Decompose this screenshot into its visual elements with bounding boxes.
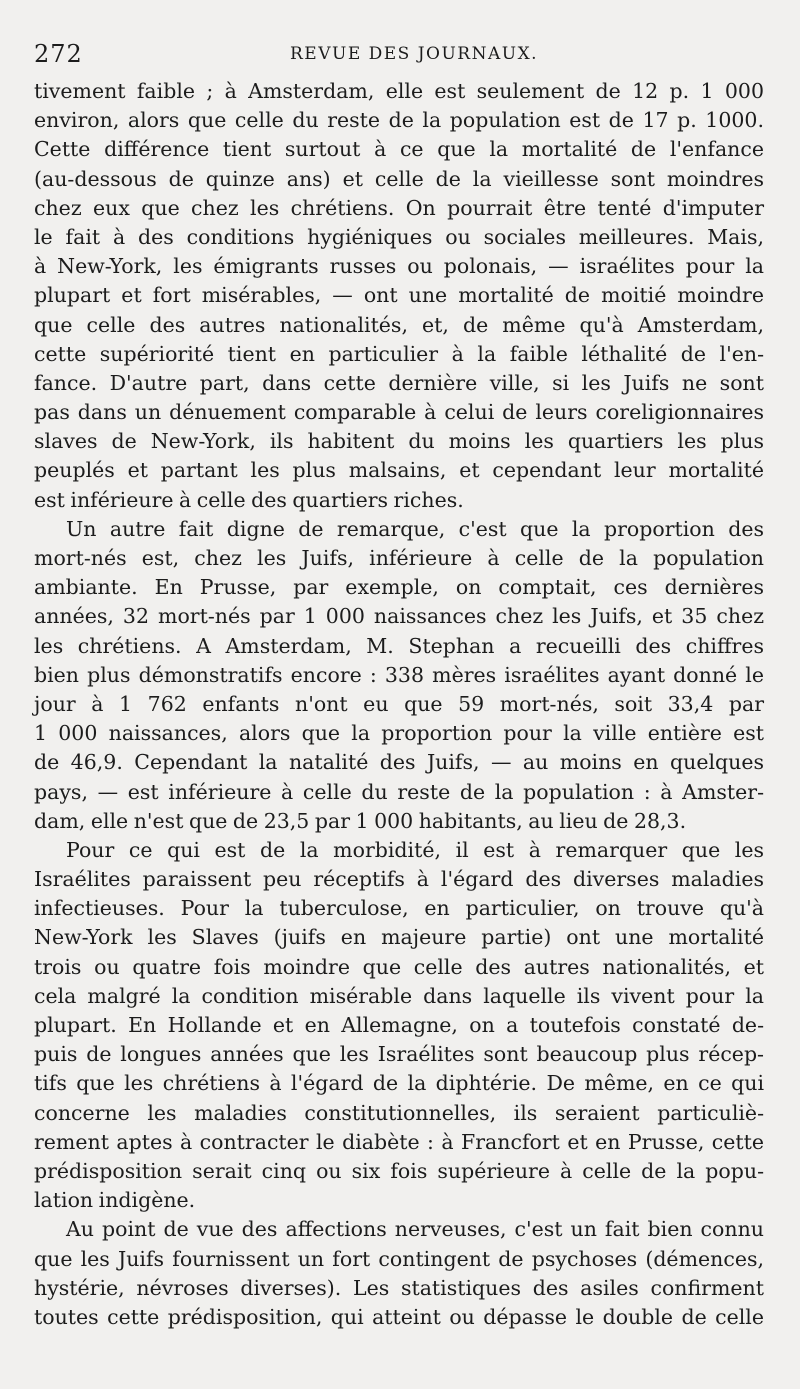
body-text xyxy=(34,77,764,1332)
text-line: le fait à des conditions hygiéniques ou sociales meilleures. Mais, xyxy=(34,224,764,249)
text-line: que les Juifs fournissent un fort contingent de psychoses (démences, xyxy=(34,1246,764,1271)
text-line: les chrétiens. A Amsterdam, M. Stephan a recueilli des chiffres xyxy=(34,633,764,658)
journal-title: REVUE DES JOURNAUX. xyxy=(290,44,539,64)
text-line: plupart. En Hollande et en Allemagne, on a toutefois constaté de- xyxy=(34,1013,764,1037)
text-line: à New-York, les émigrants russes ou polonais, — israélites pour la xyxy=(34,254,764,279)
text-line: peuplés et partant les plus malsains, et cependant leur mortalité xyxy=(34,458,764,483)
text-line: lation indigène. xyxy=(34,1188,196,1213)
text-line: 1 000 naissances, alors que la proportion pour la ville entière est xyxy=(34,721,764,746)
text-line: Cette différence tient surtout à ce que la mortalité de l'enfance xyxy=(34,137,764,162)
text-line: cela malgré la condition misérable dans laquelle ils vivent pour la xyxy=(34,983,764,1008)
text-line: concerne les maladies constitutionnelles, ils seraient particuliè- xyxy=(34,1100,764,1125)
text-line: Au point de vue des affections nerveuses, c'est un fait bien connu xyxy=(66,1217,764,1242)
text-line: chez eux que chez les chrétiens. On pourrait être tenté d'imputer xyxy=(34,195,764,220)
text-line: plupart et fort misérables, — ont une mortalité de moitié moindre xyxy=(34,283,764,308)
text-line: jour à 1 762 enfants n'ont eu que 59 mort-nés, soit 33,4 par xyxy=(34,691,764,716)
text-line: mort-nés est, chez les Juifs, inférieure à celle de la population xyxy=(34,546,764,570)
text-line: Israélites paraissent peu réceptifs à l'égard des diverses maladies xyxy=(34,867,764,892)
text-line: trois ou quatre fois moindre que celle des autres nationalités, et xyxy=(34,954,764,979)
text-line: tifs que les chrétiens à l'égard de la diphtérie. De même, en ce qui xyxy=(34,1071,764,1096)
text-line: environ, alors que celle du reste de la population est de 17 p. 1000. xyxy=(34,108,764,133)
text-line: slaves de New-York, ils habitent du moins les quartiers les plus xyxy=(34,429,764,454)
text-line: cette supériorité tient en particulier à la faible léthalité de l'en- xyxy=(34,341,764,366)
text-line: bien plus démonstratifs encore : 338 mères israélites ayant donné le xyxy=(34,662,764,687)
text-line: prédisposition serait cinq ou six fois supérieure à celle de la popu- xyxy=(34,1158,764,1183)
text-line: est inférieure à celle des quartiers riches. xyxy=(34,487,464,512)
text-line: tivement faible ; à Amsterdam, elle est seulement de 12 p. 1 000 xyxy=(34,79,764,103)
text-line: New-York les Slaves (juifs en majeure partie) ont une mortalité xyxy=(34,925,764,950)
text-line: années, 32 mort-nés par 1 000 naissances chez les Juifs, et 35 chez xyxy=(34,604,764,629)
text-line: dam, elle n'est que de 23,5 par 1 000 habitants, au lieu de 28,3. xyxy=(34,808,687,833)
page-number: 272 xyxy=(34,40,83,68)
text-line: pas dans un dénuement comparable à celui de leurs coreligionnaires xyxy=(34,400,764,425)
text-line: infectieuses. Pour la tuberculose, en particulier, on trouve qu'à xyxy=(34,896,764,921)
text-line: puis de longues années que les Israélites sont beaucoup plus récep- xyxy=(34,1042,764,1067)
text-line: Un autre fait digne de remarque, c'est que la proportion des xyxy=(66,516,764,541)
text-line: que celle des autres nationalités, et, de même qu'à Amsterdam, xyxy=(34,312,764,337)
text-line: Pour ce qui est de la morbidité, il est à remarquer que les xyxy=(66,837,764,862)
text-line: hystérie, névroses diverses). Les statistiques des asiles confirment xyxy=(34,1275,764,1300)
text-line: de 46,9. Cependant la natalité des Juifs, — au moins en quelques xyxy=(34,750,764,775)
text-line: toutes cette prédisposition, qui atteint ou dépasse le double de celle xyxy=(34,1304,764,1329)
text-line: pays, — est inférieure à celle du reste de la population : à Amster- xyxy=(34,779,764,804)
text-line: fance. D'autre part, dans cette dernière ville, si les Juifs ne sont xyxy=(34,370,764,395)
text-line: rement aptes à contracter le diabète : à Francfort et en Prusse, cette xyxy=(34,1129,764,1154)
running-header xyxy=(34,40,760,70)
text-line: (au-dessous de quinze ans) et celle de la vieillesse sont moindres xyxy=(34,166,764,191)
text-line: ambiante. En Prusse, par exemple, on comptait, ces dernières xyxy=(34,575,764,600)
